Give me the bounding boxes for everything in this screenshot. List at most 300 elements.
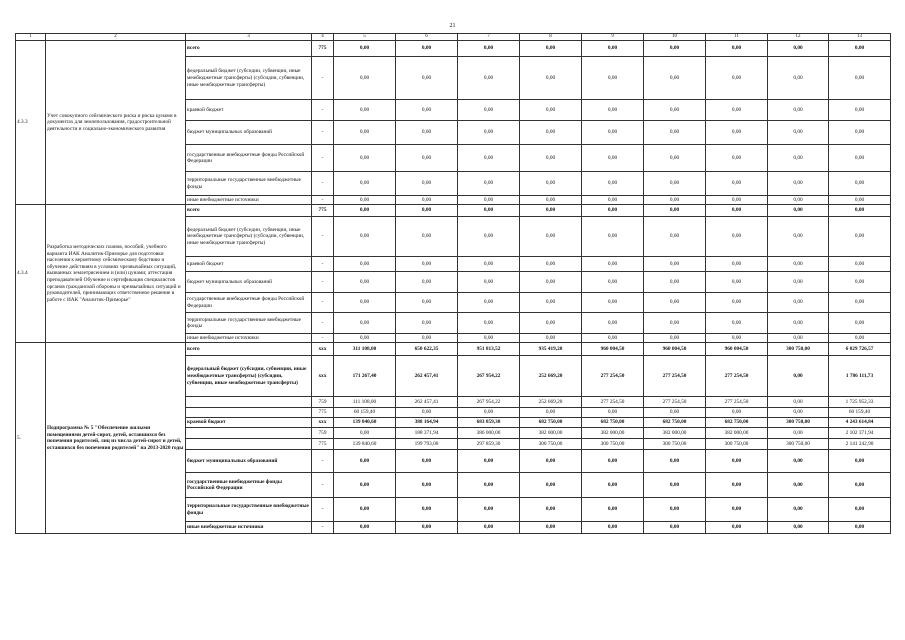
amount-cell: 0,00: [396, 450, 458, 473]
amount-cell: 0,00: [768, 172, 829, 196]
budget-code: -: [312, 257, 334, 272]
amount-cell: 683 859,30: [458, 418, 520, 428]
amount-cell: 0,00: [334, 172, 396, 196]
funding-source: федеральный бюджет (субсидии, субвенции, иные межбюджетные трансферты) (субсидии, субвенции, иные межбюджетные трансферты): [186, 217, 312, 257]
funding-source: бюджет муниципальных образований: [186, 121, 312, 145]
budget-code: -: [312, 293, 334, 313]
amount-cell: 0,00: [520, 313, 582, 334]
table-body: [16, 34, 891, 534]
amount-cell: 960 004,50: [582, 343, 644, 356]
column-number: 12: [768, 34, 829, 41]
amount-cell: 0,00: [768, 41, 829, 57]
budget-code: -: [312, 473, 334, 498]
amount-cell: 0,00: [334, 145, 396, 172]
amount-cell: 252 669,20: [520, 356, 582, 397]
amount-cell: 2 141 242,90: [829, 439, 891, 450]
section-title: Разработка методических планов, пособий, учебного варианта ИАК Аналитик-Приморье для подготовки населения к вероятному сейсмическому бедствию и обучение действиям в условиях чрезвычайных ситуаций, вызванных землетрясением и (или) цунами; аттестация преподавателей Обучение и сертификация специалистов органов гражданской обороны и чрезвычайных ситуаций и руководителей, принимающих ответственное решение в работе с ИАК "Аналитик-Приморье": [46, 205, 186, 343]
amount-cell: 0,00: [396, 522, 458, 534]
amount-cell: 0,00: [768, 205, 829, 217]
column-number: 4: [312, 34, 334, 41]
amount-cell: 0,00: [396, 121, 458, 145]
amount-cell: 0,00: [582, 272, 644, 293]
amount-cell: 0,00: [644, 172, 706, 196]
amount-cell: 650 622,35: [396, 343, 458, 356]
amount-cell: 0,00: [706, 100, 768, 121]
column-number: 13: [829, 34, 891, 41]
column-number: 9: [582, 34, 644, 41]
funding-source: всего: [186, 41, 312, 57]
amount-cell: 277 254,50: [582, 356, 644, 397]
funding-source: [186, 397, 312, 408]
budget-code: -: [312, 57, 334, 100]
amount-cell: 0,00: [458, 57, 520, 100]
amount-cell: 960 004,50: [644, 343, 706, 356]
section-number: 4.3.4: [16, 205, 46, 343]
amount-cell: 0,00: [829, 272, 891, 293]
amount-cell: 0,00: [644, 334, 706, 343]
amount-cell: 277 254,50: [706, 397, 768, 408]
amount-cell: 0,00: [768, 498, 829, 522]
amount-cell: 0,00: [768, 100, 829, 121]
column-number: 6: [396, 34, 458, 41]
amount-cell: 0,00: [458, 196, 520, 205]
amount-cell: 0,00: [458, 41, 520, 57]
amount-cell: 0,00: [644, 57, 706, 100]
amount-cell: 0,00: [520, 473, 582, 498]
budget-code: 775: [312, 205, 334, 217]
amount-cell: 0,00: [644, 145, 706, 172]
funding-source: бюджет муниципальных образований: [186, 450, 312, 473]
amount-cell: 0,00: [706, 257, 768, 272]
funding-source: всего: [186, 343, 312, 356]
amount-cell: 1 786 111,73: [829, 356, 891, 397]
budget-code: ххх: [312, 418, 334, 428]
budget-code: 775: [312, 439, 334, 450]
amount-cell: 0,00: [334, 100, 396, 121]
funding-source: [186, 428, 312, 439]
amount-cell: 0,00: [334, 57, 396, 100]
amount-cell: 171 267,40: [334, 356, 396, 397]
amount-cell: 60 159,40: [829, 408, 891, 418]
amount-cell: 0,00: [768, 473, 829, 498]
amount-cell: 0,00: [829, 41, 891, 57]
amount-cell: 0,00: [644, 293, 706, 313]
amount-cell: 0,00: [334, 205, 396, 217]
amount-cell: 0,00: [458, 334, 520, 343]
amount-cell: 0,00: [396, 100, 458, 121]
amount-cell: 0,00: [458, 498, 520, 522]
funding-source: государственные внебюджетные фонды Российской Федерации: [186, 293, 312, 313]
amount-cell: 0,00: [396, 172, 458, 196]
amount-cell: 0,00: [520, 57, 582, 100]
amount-cell: 0,00: [768, 257, 829, 272]
budget-code: -: [312, 172, 334, 196]
amount-cell: 0,00: [768, 334, 829, 343]
amount-cell: 0,00: [396, 473, 458, 498]
amount-cell: 0,00: [458, 450, 520, 473]
funding-source: федеральный бюджет (субсидии, субвенции, иные межбюджетные трансферты) (субсидии, субвенции, иные межбюджетные трансферты): [186, 57, 312, 100]
funding-source: иные внебюджетные источники: [186, 522, 312, 534]
amount-cell: 0,00: [768, 313, 829, 334]
amount-cell: 139 840,60: [334, 418, 396, 428]
funding-source: краевой бюджет: [186, 257, 312, 272]
amount-cell: 0,00: [520, 522, 582, 534]
amount-cell: 0,00: [829, 313, 891, 334]
amount-cell: 382 000,00: [644, 428, 706, 439]
amount-cell: 0,00: [829, 217, 891, 257]
amount-cell: 6 029 726,57: [829, 343, 891, 356]
amount-cell: 0,00: [520, 121, 582, 145]
amount-cell: 0,00: [706, 172, 768, 196]
amount-cell: 0,00: [396, 217, 458, 257]
amount-cell: 0,00: [582, 41, 644, 57]
amount-cell: 0,00: [768, 293, 829, 313]
amount-cell: 300 750,00: [582, 439, 644, 450]
section-number: 4.3.3: [16, 41, 46, 205]
amount-cell: 0,00: [334, 41, 396, 57]
amount-cell: 262 457,41: [396, 356, 458, 397]
amount-cell: 267 954,22: [458, 397, 520, 408]
amount-cell: 0,00: [829, 498, 891, 522]
amount-cell: 0,00: [829, 473, 891, 498]
budget-code: -: [312, 100, 334, 121]
amount-cell: 0,00: [768, 196, 829, 205]
table-row: [16, 41, 891, 57]
amount-cell: 0,00: [582, 522, 644, 534]
amount-cell: 0,00: [334, 334, 396, 343]
column-number: 10: [644, 34, 706, 41]
amount-cell: 0,00: [829, 196, 891, 205]
amount-cell: 960 004,50: [706, 343, 768, 356]
amount-cell: 0,00: [520, 41, 582, 57]
budget-code: -: [312, 313, 334, 334]
amount-cell: 0,00: [520, 450, 582, 473]
amount-cell: 0,00: [396, 41, 458, 57]
amount-cell: 0,00: [706, 145, 768, 172]
amount-cell: 277 254,50: [582, 397, 644, 408]
amount-cell: 0,00: [768, 121, 829, 145]
amount-cell: 0,00: [582, 196, 644, 205]
section-number: 5.: [16, 343, 46, 534]
budget-code: -: [312, 450, 334, 473]
amount-cell: 2 102 371,94: [829, 428, 891, 439]
amount-cell: 935 419,20: [520, 343, 582, 356]
amount-cell: 386 000,00: [458, 428, 520, 439]
amount-cell: 0,00: [644, 121, 706, 145]
amount-cell: 0,00: [644, 313, 706, 334]
amount-cell: 277 254,50: [706, 356, 768, 397]
amount-cell: 0,00: [768, 408, 829, 418]
amount-cell: 0,00: [334, 522, 396, 534]
amount-cell: 0,00: [396, 57, 458, 100]
amount-cell: 0,00: [829, 121, 891, 145]
amount-cell: 0,00: [396, 498, 458, 522]
amount-cell: 0,00: [829, 293, 891, 313]
amount-cell: 300 750,00: [644, 439, 706, 450]
amount-cell: 0,00: [768, 356, 829, 397]
amount-cell: 0,00: [582, 450, 644, 473]
budget-code: -: [312, 334, 334, 343]
amount-cell: 388 164,94: [396, 418, 458, 428]
column-number-row: [16, 34, 891, 41]
amount-cell: 0,00: [396, 272, 458, 293]
amount-cell: 0,00: [458, 522, 520, 534]
amount-cell: 382 000,00: [582, 428, 644, 439]
amount-cell: 0,00: [520, 196, 582, 205]
amount-cell: 0,00: [520, 257, 582, 272]
amount-cell: 1 725 952,33: [829, 397, 891, 408]
amount-cell: 0,00: [706, 205, 768, 217]
funding-source: бюджет муниципальных образований: [186, 272, 312, 293]
amount-cell: 0,00: [706, 313, 768, 334]
budget-code: -: [312, 217, 334, 257]
column-number: 2: [46, 34, 186, 41]
amount-cell: 188 371,94: [396, 428, 458, 439]
amount-cell: 0,00: [768, 450, 829, 473]
amount-cell: 297 859,30: [458, 439, 520, 450]
amount-cell: 0,00: [768, 145, 829, 172]
amount-cell: 300 750,00: [768, 418, 829, 428]
amount-cell: 951 813,52: [458, 343, 520, 356]
budget-code: 775: [312, 408, 334, 418]
amount-cell: 0,00: [706, 522, 768, 534]
funding-source: всего: [186, 205, 312, 217]
amount-cell: 0,00: [458, 257, 520, 272]
amount-cell: 0,00: [768, 272, 829, 293]
funding-source: [186, 408, 312, 418]
amount-cell: 0,00: [582, 205, 644, 217]
amount-cell: 0,00: [582, 498, 644, 522]
amount-cell: 0,00: [829, 100, 891, 121]
amount-cell: 0,00: [706, 450, 768, 473]
amount-cell: 0,00: [458, 272, 520, 293]
funding-source: государственные внебюджетные фонды Российской Федерации: [186, 473, 312, 498]
amount-cell: 682 750,00: [644, 418, 706, 428]
budget-code: -: [312, 498, 334, 522]
amount-cell: 300 750,00: [768, 439, 829, 450]
amount-cell: 0,00: [520, 145, 582, 172]
amount-cell: 0,00: [396, 257, 458, 272]
amount-cell: 0,00: [768, 522, 829, 534]
amount-cell: 0,00: [334, 473, 396, 498]
amount-cell: 0,00: [396, 293, 458, 313]
amount-cell: 0,00: [582, 121, 644, 145]
amount-cell: 682 750,00: [520, 418, 582, 428]
table-row: [16, 205, 891, 217]
column-number: 5: [334, 34, 396, 41]
amount-cell: 111 108,00: [334, 397, 396, 408]
amount-cell: 252 669,20: [520, 397, 582, 408]
budget-code: -: [312, 522, 334, 534]
column-number: 11: [706, 34, 768, 41]
amount-cell: 267 954,22: [458, 356, 520, 397]
amount-cell: 0,00: [706, 498, 768, 522]
amount-cell: 0,00: [829, 450, 891, 473]
page-number: 21: [449, 23, 456, 29]
amount-cell: 0,00: [582, 334, 644, 343]
amount-cell: 0,00: [829, 205, 891, 217]
amount-cell: 0,00: [396, 145, 458, 172]
amount-cell: 277 254,50: [644, 356, 706, 397]
amount-cell: 0,00: [582, 313, 644, 334]
amount-cell: 0,00: [458, 313, 520, 334]
amount-cell: 0,00: [768, 428, 829, 439]
amount-cell: 0,00: [396, 334, 458, 343]
funding-source: государственные внебюджетные фонды Российской Федерации: [186, 145, 312, 172]
amount-cell: 0,00: [706, 41, 768, 57]
amount-cell: 0,00: [520, 100, 582, 121]
section-title: Подпрограмма № 5 "Обеспечение жилыми помещениями детей-сирот, детей, оставшихся без попечения родителей, лиц из числа детей-сирот и детей, оставшихся без попечения родителей" на 2013-2020 годы: [46, 343, 186, 534]
budget-code: ххх: [312, 343, 334, 356]
amount-cell: 0,00: [396, 205, 458, 217]
amount-cell: 199 793,00: [396, 439, 458, 450]
amount-cell: 0,00: [644, 408, 706, 418]
amount-cell: 382 000,00: [520, 428, 582, 439]
amount-cell: 0,00: [768, 217, 829, 257]
amount-cell: 0,00: [582, 408, 644, 418]
amount-cell: 300 750,00: [706, 439, 768, 450]
amount-cell: 0,00: [706, 121, 768, 145]
amount-cell: 0,00: [644, 498, 706, 522]
amount-cell: 0,00: [582, 172, 644, 196]
amount-cell: 262 457,41: [396, 397, 458, 408]
amount-cell: 0,00: [644, 272, 706, 293]
amount-cell: 0,00: [706, 408, 768, 418]
budget-code: 759: [312, 428, 334, 439]
column-number: 8: [520, 34, 582, 41]
amount-cell: 0,00: [458, 121, 520, 145]
amount-cell: 0,00: [582, 145, 644, 172]
amount-cell: 0,00: [706, 217, 768, 257]
amount-cell: 0,00: [768, 397, 829, 408]
amount-cell: 4 243 614,84: [829, 418, 891, 428]
amount-cell: 0,00: [768, 57, 829, 100]
amount-cell: 0,00: [458, 205, 520, 217]
amount-cell: 0,00: [520, 172, 582, 196]
amount-cell: 139 840,60: [334, 439, 396, 450]
amount-cell: 0,00: [458, 473, 520, 498]
funding-source: территориальные государственные внебюджетные фонды: [186, 498, 312, 522]
funding-source: федеральный бюджет (субсидии, субвенции, иные межбюджетные трансферты) (субсидии, субвенции, иные межбюджетные трансферты): [186, 356, 312, 397]
amount-cell: 682 750,00: [706, 418, 768, 428]
funding-source: краевой бюджет: [186, 418, 312, 428]
budget-code: 775: [312, 41, 334, 57]
amount-cell: 0,00: [829, 172, 891, 196]
budget-code: -: [312, 145, 334, 172]
amount-cell: 0,00: [706, 272, 768, 293]
amount-cell: 0,00: [582, 217, 644, 257]
amount-cell: 0,00: [706, 293, 768, 313]
amount-cell: 0,00: [334, 121, 396, 145]
amount-cell: 0,00: [458, 172, 520, 196]
amount-cell: 0,00: [520, 217, 582, 257]
amount-cell: 0,00: [582, 293, 644, 313]
funding-source: иные внебюджетные источники: [186, 196, 312, 205]
amount-cell: 0,00: [396, 313, 458, 334]
amount-cell: 0,00: [458, 293, 520, 313]
amount-cell: 0,00: [396, 408, 458, 418]
funding-source: [186, 439, 312, 450]
amount-cell: 0,00: [334, 293, 396, 313]
column-number: 7: [458, 34, 520, 41]
amount-cell: 0,00: [706, 57, 768, 100]
amount-cell: 0,00: [334, 196, 396, 205]
amount-cell: 0,00: [520, 293, 582, 313]
amount-cell: 0,00: [520, 334, 582, 343]
funding-source: территориальные государственные внебюджетные фонды: [186, 313, 312, 334]
amount-cell: 0,00: [582, 100, 644, 121]
section-title: Учет совокупного сейсмического риска и риска цунами в документах для землепользования, градостроительной деятельности и социально-экономического развития: [46, 41, 186, 205]
funding-source: краевой бюджет: [186, 100, 312, 121]
amount-cell: 682 750,00: [582, 418, 644, 428]
table-row: [16, 343, 891, 356]
amount-cell: 0,00: [644, 450, 706, 473]
amount-cell: 0,00: [644, 257, 706, 272]
amount-cell: 0,00: [334, 498, 396, 522]
amount-cell: 382 000,00: [706, 428, 768, 439]
column-number: 1: [16, 34, 46, 41]
amount-cell: 0,00: [644, 205, 706, 217]
amount-cell: 0,00: [706, 473, 768, 498]
amount-cell: 60 159,40: [334, 408, 396, 418]
amount-cell: 0,00: [644, 100, 706, 121]
amount-cell: 0,00: [520, 272, 582, 293]
budget-code: -: [312, 121, 334, 145]
amount-cell: 277 254,50: [644, 397, 706, 408]
budget-code: ххх: [312, 356, 334, 397]
amount-cell: 0,00: [334, 450, 396, 473]
amount-cell: 0,00: [644, 41, 706, 57]
funding-source: территориальные государственные внебюджетные фонды: [186, 172, 312, 196]
amount-cell: 0,00: [706, 334, 768, 343]
amount-cell: 0,00: [334, 272, 396, 293]
funding-table: [15, 33, 891, 534]
amount-cell: 0,00: [458, 408, 520, 418]
amount-cell: 300 750,00: [768, 343, 829, 356]
amount-cell: 0,00: [644, 473, 706, 498]
amount-cell: 0,00: [334, 257, 396, 272]
amount-cell: 0,00: [458, 145, 520, 172]
amount-cell: 0,00: [582, 57, 644, 100]
amount-cell: 0,00: [520, 408, 582, 418]
amount-cell: 0,00: [829, 145, 891, 172]
funding-source: иные внебюджетные источники: [186, 334, 312, 343]
amount-cell: 0,00: [644, 522, 706, 534]
amount-cell: 0,00: [829, 522, 891, 534]
budget-code: -: [312, 272, 334, 293]
column-number: 3: [186, 34, 312, 41]
amount-cell: 0,00: [396, 196, 458, 205]
amount-cell: 0,00: [706, 196, 768, 205]
amount-cell: 0,00: [644, 217, 706, 257]
amount-cell: 311 108,00: [334, 343, 396, 356]
amount-cell: 0,00: [334, 217, 396, 257]
budget-code: -: [312, 196, 334, 205]
amount-cell: 0,00: [829, 57, 891, 100]
amount-cell: 0,00: [829, 257, 891, 272]
amount-cell: 0,00: [520, 498, 582, 522]
amount-cell: 0,00: [458, 217, 520, 257]
amount-cell: 0,00: [458, 100, 520, 121]
amount-cell: 0,00: [582, 473, 644, 498]
budget-code: 759: [312, 397, 334, 408]
amount-cell: 0,00: [829, 334, 891, 343]
amount-cell: 0,00: [334, 428, 396, 439]
amount-cell: 0,00: [334, 313, 396, 334]
amount-cell: 300 750,00: [520, 439, 582, 450]
amount-cell: 0,00: [520, 205, 582, 217]
amount-cell: 0,00: [644, 196, 706, 205]
